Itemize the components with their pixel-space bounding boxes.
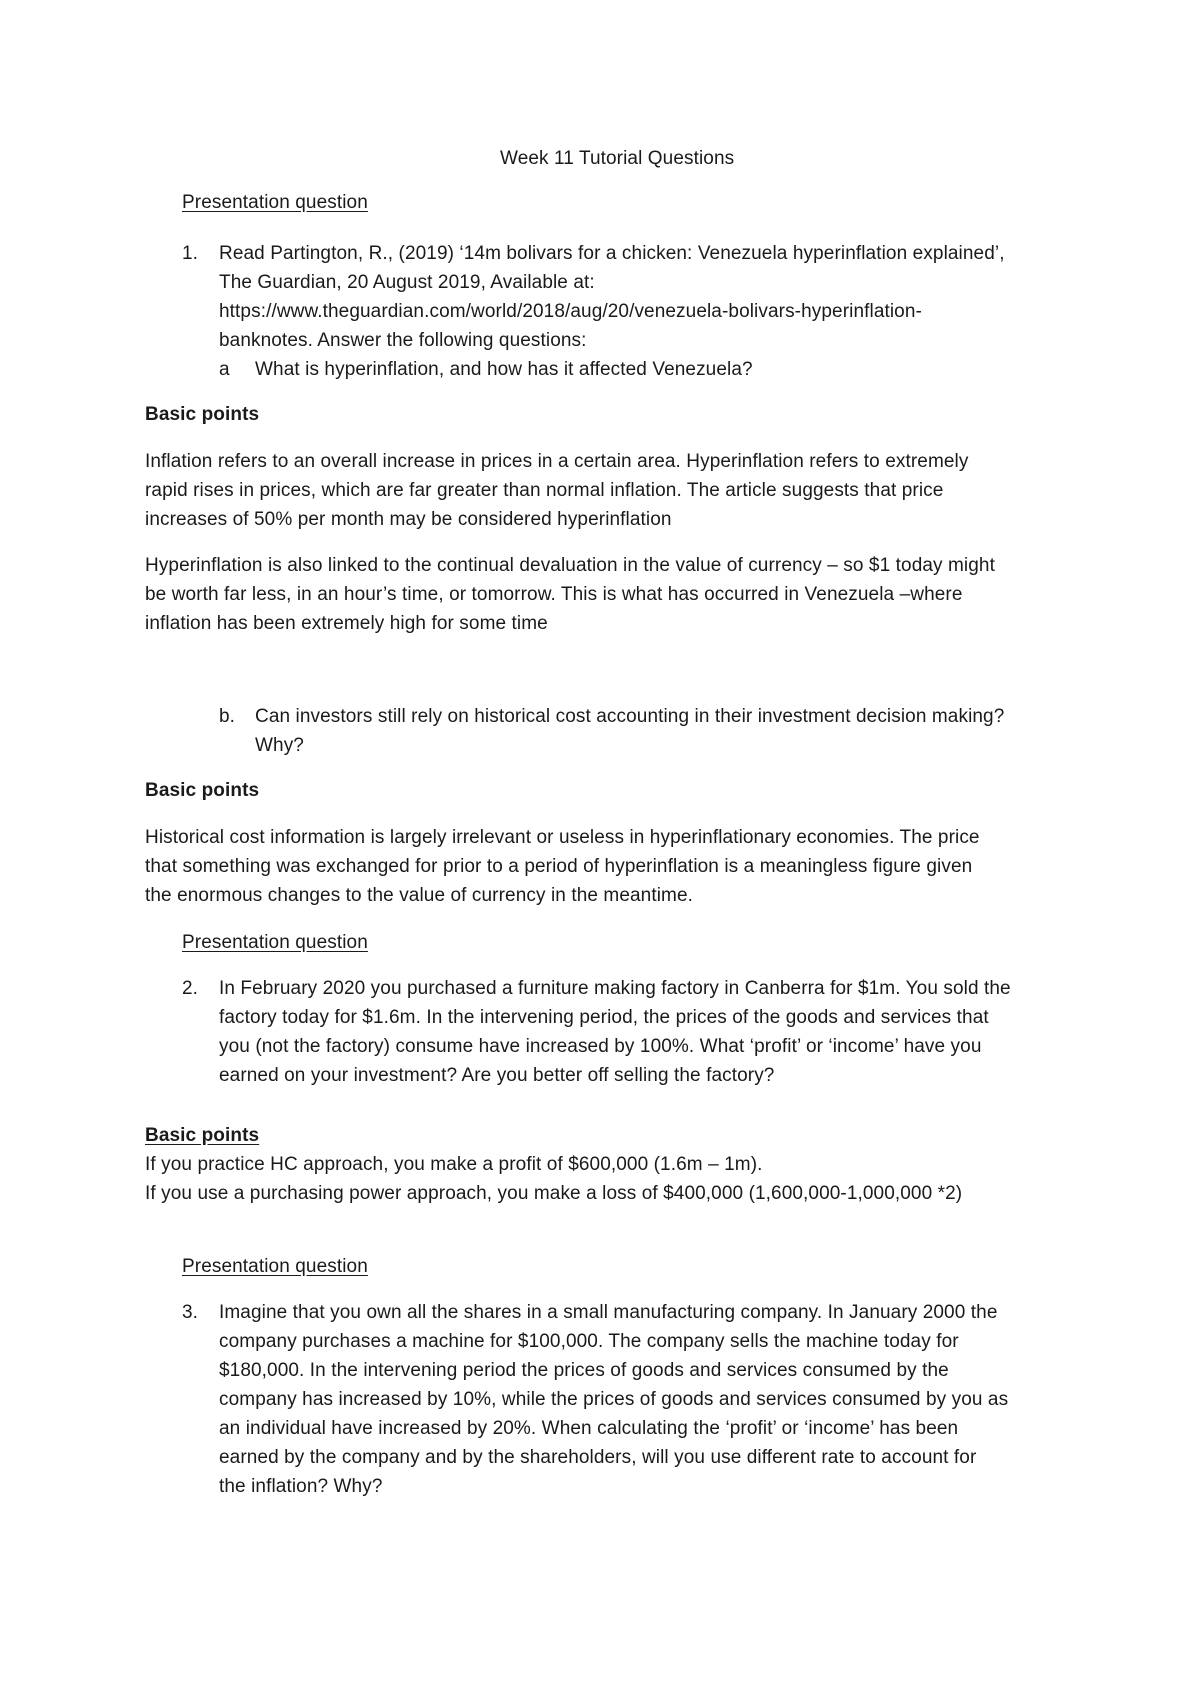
part-a-marker: a — [219, 359, 230, 380]
question-1-line: The Guardian, 20 August 2019, Available at: — [219, 272, 595, 293]
question-number: 2. — [182, 978, 199, 999]
document-title: Week 11 Tutorial Questions — [500, 148, 735, 169]
basic-points-label: Basic points — [145, 1125, 260, 1146]
question-2-line: In February 2020 you purchased a furniture making factory in Canberra for $1m. You sold the — [219, 978, 1011, 999]
answer-b-line: the enormous changes to the value of currency in the meantime. — [145, 885, 694, 906]
section-heading-presentation-question: Presentation question — [182, 1256, 368, 1277]
question-1-line: Read Partington, R., (2019) ‘14m bolivars for a chicken: Venezuela hyperinflation explained’, — [219, 243, 1005, 264]
answer-a-line: inflation has been extremely high for some time — [145, 613, 548, 634]
answer-a-line: Inflation refers to an overall increase in prices in a certain area. Hyperinflation refers to extremely — [145, 451, 969, 472]
question-3-line: company has increased by 10%, while the prices of goods and services consumed by you as — [219, 1389, 1009, 1410]
question-2-line: you (not the factory) consume have increased by 100%. What ‘profit’ or ‘income’ have you — [219, 1036, 982, 1057]
question-3-line: earned by the company and by the shareholders, will you use different rate to account for — [219, 1447, 977, 1468]
question-number: 3. — [182, 1302, 199, 1323]
part-a-question: What is hyperinflation, and how has it affected Venezuela? — [255, 359, 753, 380]
part-b-question: Can investors still rely on historical cost accounting in their investment decision making? — [255, 706, 1005, 727]
answer-a-line: Hyperinflation is also linked to the continual devaluation in the value of currency – so $1 today might — [145, 555, 995, 576]
section-heading-presentation-question: Presentation question — [182, 932, 368, 953]
answer-b-line: Historical cost information is largely irrelevant or useless in hyperinflationary economies. The price — [145, 827, 980, 848]
question-2-line: earned on your investment? Are you better off selling the factory? — [219, 1065, 775, 1086]
basic-points-label: Basic points — [145, 780, 260, 801]
question-3-line: an individual have increased by 20%. When calculating the ‘profit’ or ‘income’ has been — [219, 1418, 959, 1439]
answer-a-line: be worth far less, in an hour’s time, or tomorrow. This is what has occurred in Venezuela –where — [145, 584, 963, 605]
question-3-line: company purchases a machine for $100,000. The company sells the machine today for — [219, 1331, 959, 1352]
answer-b-line: that something was exchanged for prior to a period of hyperinflation is a meaningless figure given — [145, 856, 973, 877]
question-1-line: banknotes. Answer the following questions: — [219, 330, 587, 351]
question-1-line: https://www.theguardian.com/world/2018/aug/20/venezuela-bolivars-hyperinflation- — [219, 301, 922, 322]
question-2-line: factory today for $1.6m. In the intervening period, the prices of the goods and services that — [219, 1007, 989, 1028]
basic-points-label: Basic points — [145, 404, 260, 425]
answer-q2-line: If you use a purchasing power approach, you make a loss of $400,000 (1,600,000-1,000,000 *2) — [145, 1183, 963, 1204]
question-number: 1. — [182, 243, 199, 264]
question-3-line: $180,000. In the intervening period the prices of goods and services consumed by the — [219, 1360, 949, 1381]
question-3-line: the inflation? Why? — [219, 1476, 383, 1497]
part-b-question: Why? — [255, 735, 304, 756]
answer-a-line: increases of 50% per month may be considered hyperinflation — [145, 509, 672, 530]
answer-q2-line: If you practice HC approach, you make a profit of $600,000 (1.6m – 1m). — [145, 1154, 763, 1175]
section-heading-presentation-question: Presentation question — [182, 192, 368, 213]
question-3-line: Imagine that you own all the shares in a small manufacturing company. In January 2000 the — [219, 1302, 998, 1323]
answer-a-line: rapid rises in prices, which are far greater than normal inflation. The article suggests that price — [145, 480, 944, 501]
part-b-marker: b. — [219, 706, 236, 727]
